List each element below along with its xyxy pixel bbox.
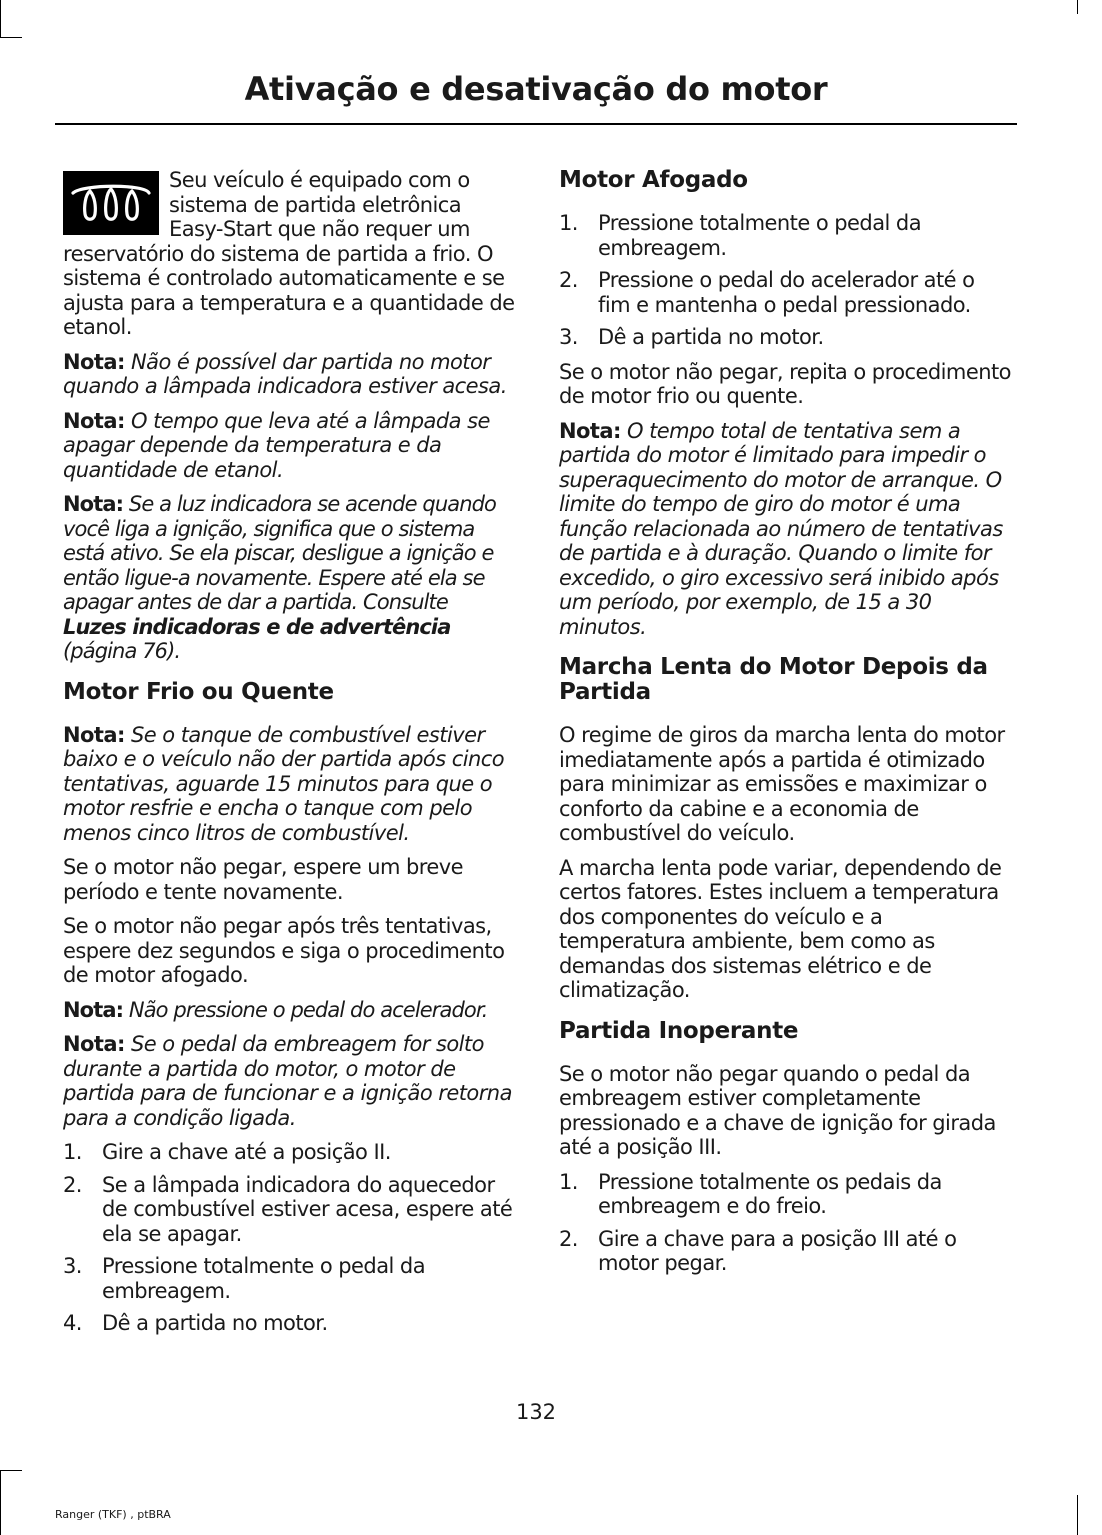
note [559, 419, 1011, 640]
right-column [559, 168, 1011, 1286]
page-reference: (página 76). [63, 639, 181, 663]
page-number: 132 [515, 1400, 557, 1424]
note-text: O tempo total de tentativa sem a partida do motor é limitado para impedir o superaquecimento do motor de arranque. O limite do tempo de giro do motor é uma função relacionada ao número de tentativas de partida e à duração. Quando o limite for excedido, o giro excessivo será inibido após um período, por exemplo, de 15 a 30 minutos. [559, 418, 1003, 639]
list-item [559, 1170, 1011, 1219]
note-text: Se a luz indicadora se acende quando você liga a ignição, significa que o sistema está ativo. Se ela piscar, desligue a ignição e então ligue-a novamente. Espere até ela se apagar antes de dar a partida. Consulte [63, 492, 496, 614]
step-number: 1. [559, 1169, 578, 1194]
note-label: Nota: [63, 1032, 125, 1056]
note-text: Não pressione o pedal do acelerador. [128, 997, 488, 1022]
list-item [63, 1311, 515, 1336]
step-number: 2. [559, 1226, 578, 1251]
step-number: 4. [63, 1311, 82, 1335]
paragraph: Se o motor não pegar quando o pedal da embreagem estiver completamente pressionado e a chave de ignição for girada até a posição III. [559, 1061, 996, 1159]
note-label: Nota: [63, 997, 124, 1022]
section-heading: Motor Frio ou Quente [63, 678, 334, 705]
steps-list [559, 211, 1011, 350]
page-title: Ativação e desativação do motor [244, 70, 828, 108]
note-label: Nota: [63, 408, 125, 433]
glow-plug-indicator-icon [63, 171, 159, 235]
note [63, 350, 515, 399]
list-item [559, 268, 1011, 317]
paragraph: Se o motor não pegar, espere um breve período e tente novamente. [63, 855, 464, 904]
note [63, 492, 515, 664]
step-text: Dê a partida no motor. [598, 325, 824, 349]
note-text: Se o pedal da embreagem for solto durante a partida do motor, o motor de partida para de funcionar e a ignição retorna para a condição ligada. [63, 1032, 512, 1130]
paragraph: A marcha lenta pode variar, dependendo de certos fatores. Estes incluem a temperatura dos componentes do veículo e a temperatura ambiente, bem como as demandas dos sistemas elétrico e de climatização. [559, 855, 1002, 1002]
crop-mark-top-left-h [0, 37, 22, 38]
section-heading: Marcha Lenta do Motor Depois da Partida [559, 654, 988, 705]
section-heading: Partida Inoperante [559, 1017, 799, 1044]
step-text: Pressione o pedal do acelerador até o fim e mantenha o pedal pressionado. [598, 268, 975, 317]
steps-list [63, 1140, 515, 1336]
list-item [559, 325, 1011, 350]
left-column [63, 168, 515, 1346]
crop-mark-bottom-left-h [0, 1470, 22, 1471]
note [63, 723, 515, 846]
note-label: Nota: [63, 722, 125, 747]
paragraph: O regime de giros da marcha lenta do motor imediatamente após a partida é otimizado para minimizar as emissões e maximizar o conforto da cabine e a economia de combustível do veículo. [559, 723, 1005, 845]
note [63, 998, 515, 1023]
note-text: Não é possível dar partida no motor quando a lâmpada indicadora estiver acesa. [63, 349, 507, 398]
step-number: 3. [63, 1254, 82, 1278]
list-item [559, 1227, 1011, 1276]
document-id: Ranger (TKF) , ptBRA [55, 1508, 171, 1521]
paragraph: Se o motor não pegar, repita o procedimento de motor frio ou quente. [559, 359, 1011, 408]
step-text: Pressione totalmente o pedal da embreagem. [598, 211, 922, 260]
crop-mark-bottom-right [1077, 1495, 1078, 1535]
cross-reference-link[interactable]: Luzes indicadoras e de advertência [63, 614, 451, 639]
step-text: Dê a partida no motor. [102, 1311, 328, 1335]
list-item [63, 1173, 515, 1247]
crop-mark-top-right [1077, 0, 1078, 14]
step-text: Pressione totalmente o pedal da embreagem. [102, 1254, 426, 1303]
step-text: Gire a chave até a posição II. [102, 1140, 391, 1164]
step-text: Gire a chave para a posição III até o motor pegar. [598, 1226, 957, 1275]
step-number: 1. [559, 211, 578, 235]
step-text: Pressione totalmente os pedais da embreagem e do freio. [598, 1169, 942, 1218]
note-label: Nota: [63, 492, 124, 516]
title-rule [55, 123, 1017, 125]
step-number: 2. [63, 1172, 82, 1197]
note-text: Se o tanque de combustível estiver baixo e o veículo não der partida após cinco tentativas, aguarde 15 minutos para que o motor resfrie e encha o tanque com pelo menos cinco litros de combustível. [63, 722, 505, 845]
note-label: Nota: [559, 418, 621, 443]
list-item [559, 211, 1011, 260]
crop-mark-bottom-left-v [0, 1470, 1, 1535]
intro-text: Seu veículo é equipado com o sistema de partida eletrônica Easy-Start que não requer um reservatório do sistema de partida a frio. O sistema é controlado automaticamente e se ajusta para a temperatura e a quantidade de etanol. [63, 168, 515, 339]
section-heading: Motor Afogado [559, 167, 748, 193]
list-item [63, 1254, 515, 1303]
step-number: 2. [559, 268, 578, 292]
intro-paragraph [63, 168, 515, 340]
step-text: Se a lâmpada indicadora do aquecedor de combustível estiver acesa, espere até ela se apagar. [102, 1172, 513, 1246]
list-item [63, 1140, 515, 1165]
step-number: 1. [63, 1140, 82, 1164]
step-number: 3. [559, 325, 578, 349]
note-label: Nota: [63, 349, 125, 374]
crop-mark-top-left-v [0, 0, 1, 38]
steps-list [559, 1170, 1011, 1276]
paragraph: Se o motor não pegar após três tentativas, espere dez segundos e siga o procedimento de motor afogado. [63, 914, 505, 987]
note [63, 409, 515, 483]
note-text: O tempo que leva até a lâmpada se apagar depende da temperatura e da quantidade de etanol. [63, 408, 490, 482]
note [63, 1032, 515, 1130]
